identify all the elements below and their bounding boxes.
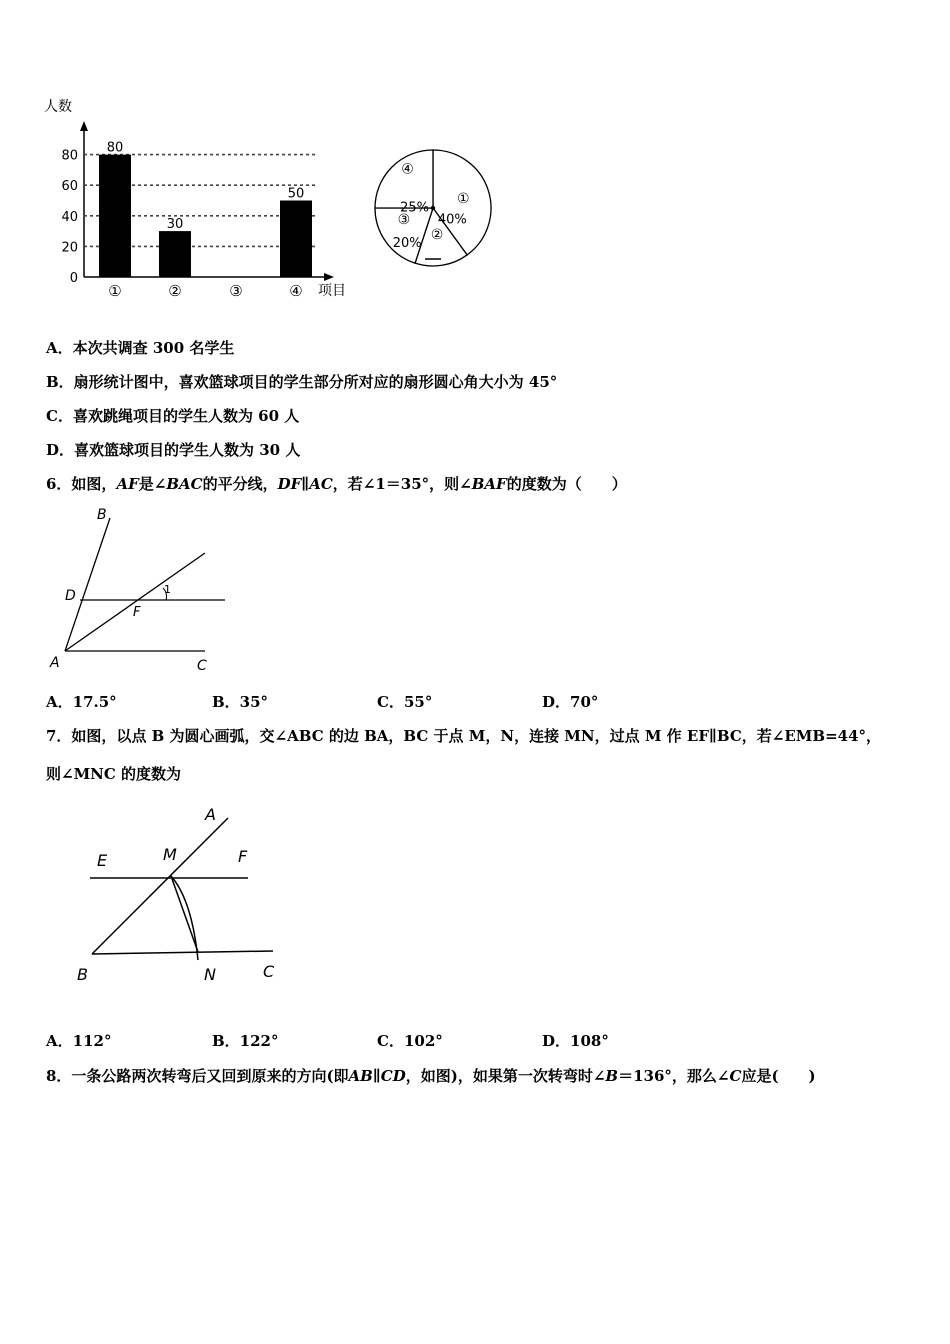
q7-stem-line1: 7．如图，以点 B 为圆心画弧，交∠ABC 的边 BA，BC 于点 M，N，连接 MN，过点 M 作 EF∥BC，若∠EMB=44°，	[46, 727, 882, 745]
q6-option-a[interactable]: A．17.5°	[46, 693, 117, 711]
bar-chart	[40, 95, 360, 310]
ray-af	[65, 553, 205, 651]
y-tick-label: 60	[61, 179, 78, 195]
q6-stem: 6．如图，AF是∠BAC的平分线，DF∥AC，若∠1＝35°，则∠BAF的度数为（ ）	[46, 475, 627, 493]
label-m: M	[163, 845, 177, 864]
y-tick-label: 20	[61, 240, 78, 256]
segment-mn	[171, 876, 198, 952]
bar-data-label: 50	[287, 186, 305, 202]
q7-option-c[interactable]: C．102°	[377, 1032, 443, 1050]
q7-option-d[interactable]: D．108°	[542, 1032, 609, 1050]
label-angle-1: 1	[164, 583, 171, 596]
pie-slice	[375, 150, 433, 208]
label-f: F	[238, 847, 248, 866]
y-tick-label: 0	[69, 271, 78, 286]
label-a: A	[205, 805, 216, 824]
bar-data-label: 80	[106, 140, 124, 156]
q7-option-a[interactable]: A．112°	[46, 1032, 112, 1050]
q5-option-d[interactable]: D．喜欢篮球项目的学生人数为 30 人	[46, 441, 301, 459]
label-d: D	[65, 588, 76, 604]
q5-option-b[interactable]: B．扇形统计图中，喜欢篮球项目的学生部分所对应的扇形圆心角大小为 45°	[46, 373, 558, 391]
q5-option-a[interactable]: A．本次共调查 300 名学生	[46, 339, 235, 357]
q6-option-b[interactable]: B．35°	[212, 693, 269, 711]
bar-data-label: 30	[166, 217, 184, 233]
pie-slice-label: ③	[397, 212, 411, 229]
x-tick-label: ①	[108, 282, 122, 300]
y-axis-label: 人数	[44, 99, 72, 115]
label-a: A	[50, 655, 60, 671]
q7-option-b[interactable]: B．122°	[212, 1032, 279, 1050]
label-e: E	[97, 851, 108, 870]
x-tick-label: ②	[168, 282, 182, 300]
y-tick-label: 40	[61, 209, 78, 225]
label-b: B	[77, 965, 88, 984]
x-tick-label: ④	[289, 282, 303, 300]
label-b: B	[97, 507, 107, 523]
pie-center	[431, 206, 435, 210]
pie-percent-label: 20%	[392, 235, 422, 251]
q6-option-c[interactable]: C．55°	[377, 693, 433, 711]
y-axis-arrow	[80, 121, 88, 131]
x-axis-label: 项目	[318, 283, 346, 299]
q8-stem: 8．一条公路两次转弯后又回到原来的方向(即AB∥CD，如图)，如果第一次转弯时∠B＝136°，那么∠C应是( )	[46, 1067, 816, 1085]
bar	[280, 201, 312, 278]
q5-option-c[interactable]: C．喜欢跳绳项目的学生人数为 60 人	[46, 407, 300, 425]
label-n: N	[204, 965, 216, 984]
q7-stem-line2: 则∠MNC 的度数为	[46, 765, 182, 783]
label-c: C	[263, 962, 275, 981]
bar	[99, 155, 131, 277]
label-f: F	[133, 605, 141, 620]
q6-figure	[45, 503, 235, 678]
pie-slice-label: ②	[430, 226, 444, 243]
pie-percent-label: 25%	[400, 200, 429, 216]
pie-slice-label: ①	[457, 191, 470, 208]
ray-ab	[65, 518, 110, 651]
x-axis-arrow	[324, 273, 334, 281]
ray-ba	[92, 818, 228, 954]
pie-slice-label: ④	[401, 161, 414, 178]
line-bc	[92, 951, 273, 954]
y-tick-label: 80	[61, 148, 78, 164]
x-tick-label: ③	[229, 282, 243, 300]
q6-option-d[interactable]: D．70°	[542, 693, 599, 711]
pie-percent-label: 40%	[437, 212, 467, 228]
pie-chart	[370, 145, 500, 275]
q7-figure	[70, 800, 290, 990]
bar	[159, 231, 191, 277]
label-c: C	[197, 658, 207, 674]
